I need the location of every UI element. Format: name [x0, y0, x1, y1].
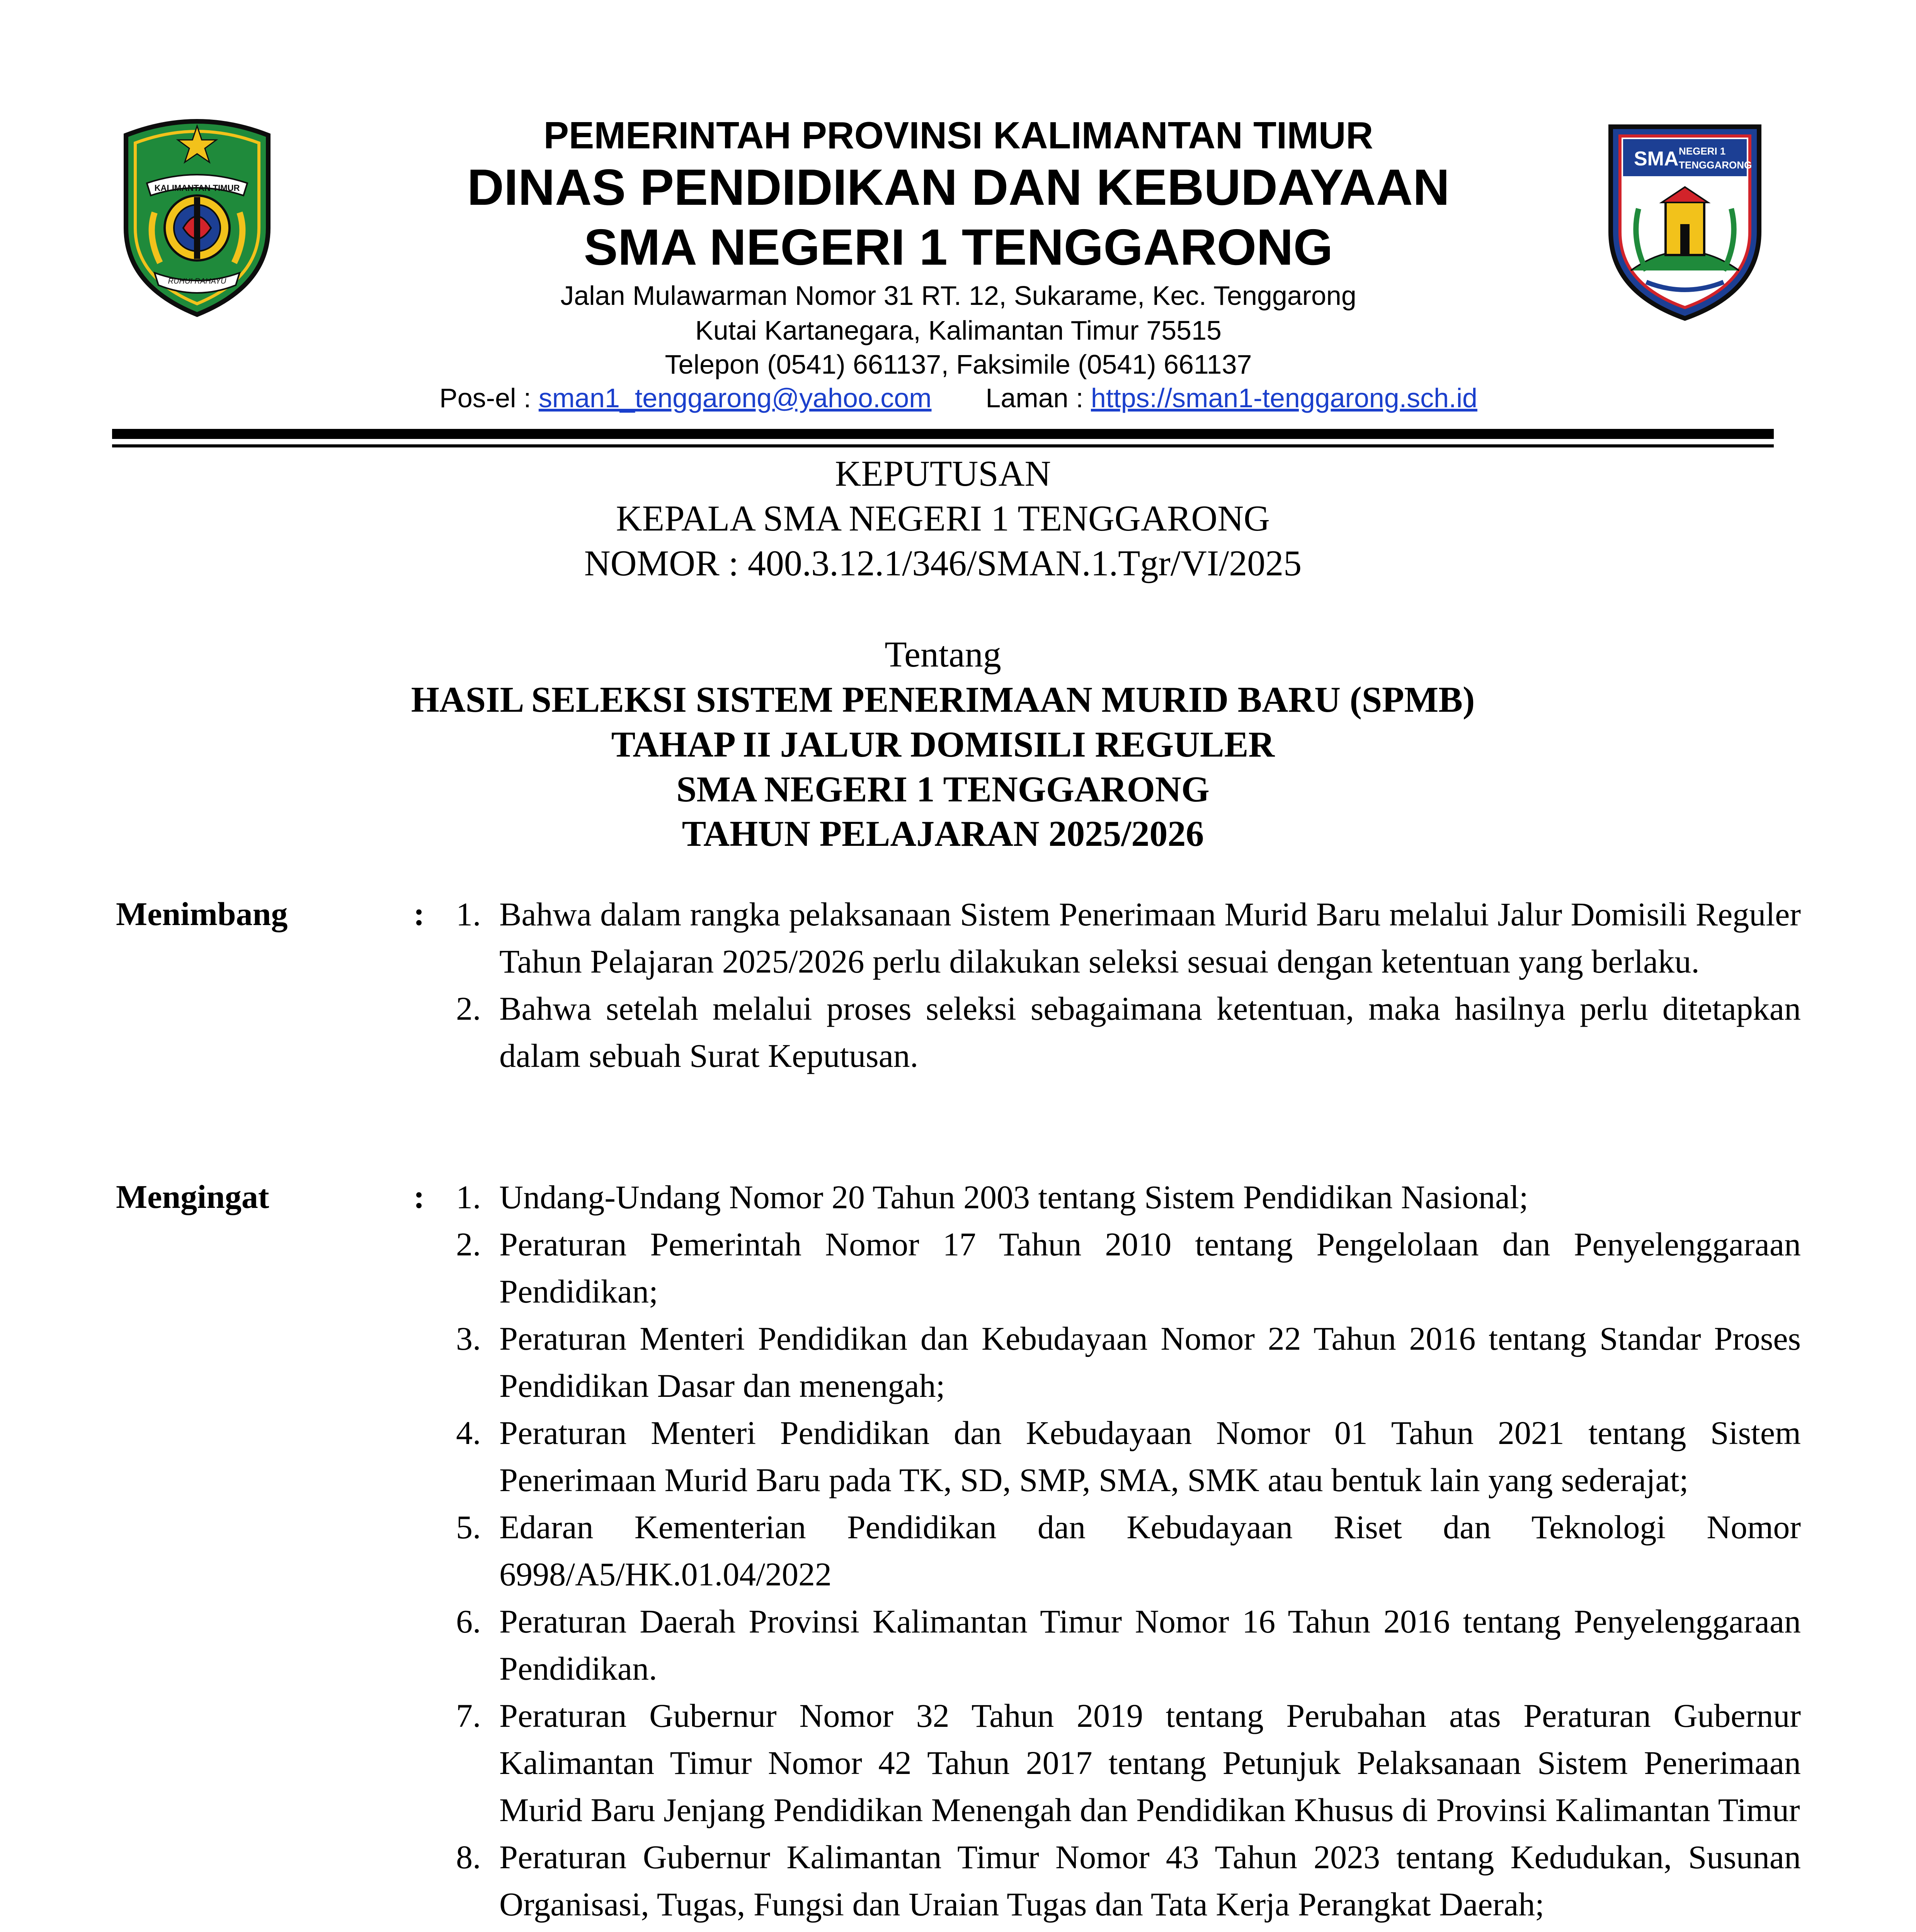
item-text: Bahwa setelah melalui proses seleksi sebagaimana ketentuan, maka hasilnya perlu ditetapkan dalam sebuah Surat Keputusan.	[499, 990, 1801, 1074]
decree-number: NOMOR : 400.3.12.1/346/SMAN.1.Tgr/VI/2025	[584, 543, 1302, 583]
school-logo-icon	[1600, 116, 1770, 325]
list-item	[444, 1173, 1801, 1221]
website-label: Laman :	[985, 383, 1091, 413]
list-item	[444, 1598, 1801, 1692]
item-text: Peraturan Pemerintah Nomor 17 Tahun 2010 tentang Pengelolaan dan Penyelenggaraan Pendidikan;	[499, 1226, 1801, 1310]
letterhead-contacts	[294, 381, 1623, 415]
item-number: 1.	[456, 896, 481, 933]
mengingat-list	[444, 1173, 1801, 1928]
email-link[interactable]: sman1_tenggarong@yahoo.com	[538, 383, 932, 413]
letterhead-divider-thick	[112, 429, 1774, 439]
item-number: 2.	[456, 1226, 481, 1263]
decree-subject-line-2: TAHAP II JALUR DOMISILI REGULER	[611, 724, 1275, 765]
item-number: 2.	[456, 990, 481, 1027]
decree-about: Tentang	[885, 634, 1001, 675]
item-number: 1.	[456, 1179, 481, 1216]
decree-issuer: KEPALA SMA NEGERI 1 TENGGARONG	[616, 498, 1270, 539]
item-text: Undang-Undang Nomor 20 Tahun 2003 tentang Sistem Pendidikan Nasional;	[499, 1179, 1528, 1216]
letterhead-school: SMA NEGERI 1 TENGGARONG	[584, 219, 1333, 276]
item-text: Peraturan Menteri Pendidikan dan Kebudayaan Nomor 22 Tahun 2016 tentang Standar Proses Pendidikan Dasar dan menengah;	[499, 1320, 1801, 1404]
letterhead-address-line-2: Kutai Kartanegara, Kalimantan Timur 75515	[695, 315, 1222, 345]
email-label: Pos-el :	[439, 383, 539, 413]
menimbang-list	[444, 891, 1801, 1079]
list-item	[444, 1409, 1801, 1503]
list-item	[444, 1503, 1801, 1598]
list-item	[444, 1315, 1801, 1409]
item-text: Peraturan Menteri Pendidikan dan Kebudayaan Nomor 01 Tahun 2021 tentang Sistem Penerimaan Murid Baru pada TK, SD, SMP, SMA, SMK atau bentuk lain yang sederajat;	[499, 1414, 1801, 1498]
list-item	[444, 1692, 1801, 1833]
letterhead-department: DINAS PENDIDIKAN DAN KEBUDAYAAN	[467, 159, 1450, 216]
item-text: Peraturan Gubernur Nomor 32 Tahun 2019 tentang Perubahan atas Peraturan Gubernur Kalimantan Timur Nomor 42 Tahun 2017 tentang Petunjuk Pelaksanaan Sistem Penerimaan Murid Baru Jenjang Pendidikan Menengah dan Pendidikan Khusus di Provinsi Kalimantan Timur	[499, 1697, 1801, 1828]
list-item	[444, 1833, 1801, 1928]
item-text: Edaran Kementerian Pendidikan dan Kebudayaan Riset dan Teknologi Nomor 6998/A5/HK.01.04/2022	[499, 1509, 1801, 1593]
item-number: 3.	[456, 1320, 481, 1357]
decree-subject-line-4: TAHUN PELAJARAN 2025/2026	[682, 814, 1204, 854]
website-link[interactable]: https://sman1-tenggarong.sch.id	[1091, 383, 1477, 413]
item-text: Peraturan Gubernur Kalimantan Timur Nomor 43 Tahun 2023 tentang Kedudukan, Susunan Organisasi, Tugas, Fungsi dan Uraian Tugas dan Tata Kerja Perangkat Daerah;	[499, 1838, 1801, 1923]
list-item	[444, 985, 1801, 1079]
letterhead-government: PEMERINTAH PROVINSI KALIMANTAN TIMUR	[543, 114, 1373, 156]
emblem-top-text: KALIMANTAN TIMUR	[154, 183, 240, 193]
emblem-motto-text: RUHUI RAHAYU	[168, 277, 226, 286]
letterhead-address-line-1: Jalan Mulawarman Nomor 31 RT. 12, Sukarame, Kec. Tenggarong	[560, 281, 1356, 311]
list-item	[444, 1221, 1801, 1315]
section-label: Menimbang	[116, 895, 288, 932]
item-text: Bahwa dalam rangka pelaksanaan Sistem Penerimaan Murid Baru melalui Jalur Domisili Reguler Tahun Pelajaran 2025/2026 perlu dilakukan seleksi sesuai dengan ketentuan yang berlaku.	[499, 896, 1801, 980]
letterhead-divider-thin	[112, 444, 1774, 447]
item-number: 7.	[456, 1697, 481, 1734]
school-logo-tenggarong-text: TENGGARONG	[1679, 159, 1752, 171]
list-item	[444, 891, 1801, 985]
decree-subject-line-1: HASIL SELEKSI SISTEM PENERIMAAN MURID BARU (SPMB)	[411, 680, 1475, 720]
section-colon: :	[413, 895, 425, 932]
school-logo-sma-text: SMA	[1634, 148, 1679, 170]
item-text: Peraturan Daerah Provinsi Kalimantan Timur Nomor 16 Tahun 2016 tentang Penyelenggaraan Pendidikan.	[499, 1603, 1801, 1687]
letterhead-phone: Telepon (0541) 661137, Faksimile (0541) 661137	[665, 349, 1252, 379]
item-number: 5.	[456, 1509, 481, 1546]
province-emblem-icon	[112, 112, 282, 321]
item-number: 4.	[456, 1414, 481, 1451]
item-number: 6.	[456, 1603, 481, 1640]
section-colon: :	[413, 1178, 425, 1215]
item-number: 8.	[456, 1838, 481, 1876]
decree-subject-line-3: SMA NEGERI 1 TENGGARONG	[676, 769, 1210, 810]
section-label: Mengingat	[116, 1178, 269, 1215]
decree-heading: KEPUTUSAN	[835, 454, 1051, 494]
school-logo-negeri-text: NEGERI 1	[1679, 145, 1726, 157]
